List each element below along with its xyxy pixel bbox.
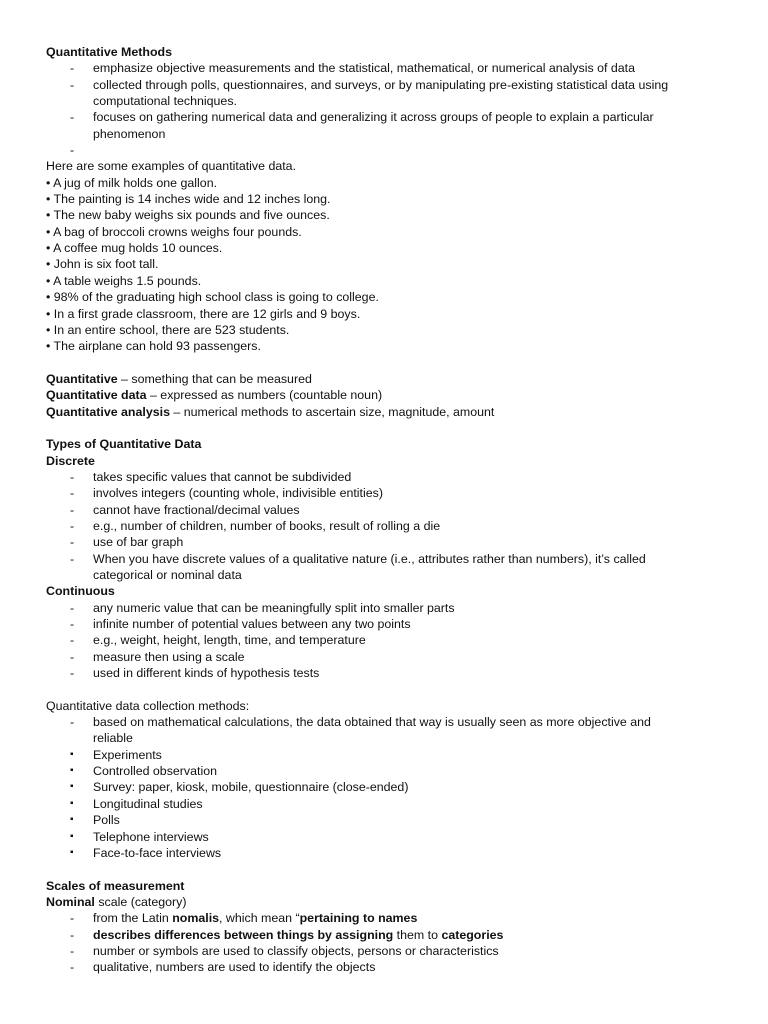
subheading-discrete: Discrete: [46, 453, 95, 468]
list-item: - from the Latin nomalis, which mean “pertaining to names: [70, 911, 418, 926]
section-title-types: Types of Quantitative Data: [46, 437, 202, 452]
definition-quantitative-data: Quantitative data – expressed as numbers (countable noun): [46, 388, 383, 403]
list-item: - e.g., number of children, number of books, result of rolling a die: [70, 518, 441, 533]
dash-icon: -: [70, 143, 75, 158]
list-item: - number or symbols are used to classify objects, persons or characteristics: [70, 943, 499, 958]
list-item: ▪ Longitudinal studies: [70, 796, 203, 811]
list-item: ▪ Experiments: [70, 747, 162, 762]
list-item: phenomenon: [93, 126, 166, 141]
list-item: • The painting is 14 inches wide and 12 inches long.: [46, 192, 331, 207]
list-item: ▪ Face-to-face interviews: [70, 845, 222, 860]
list-item: - emphasize objective measurements and the statistical, mathematical, or numerical analysis of data: [70, 61, 636, 76]
list-item: • A jug of milk holds one gallon.: [46, 175, 218, 190]
list-item: - cannot have fractional/decimal values: [70, 502, 300, 517]
square-bullet-icon: ▪: [70, 797, 74, 809]
dash-icon: -: [70, 960, 75, 975]
collection-intro: Quantitative data collection methods:: [46, 698, 250, 713]
list-item: - e.g., weight, height, length, time, and temperature: [70, 633, 366, 648]
square-bullet-icon: ▪: [70, 765, 74, 777]
dash-icon: -: [70, 927, 75, 942]
dash-icon: -: [70, 77, 75, 92]
dash-icon: -: [70, 715, 75, 730]
dash-icon: -: [70, 551, 75, 566]
list-item: categorical or nominal data: [93, 568, 242, 582]
dash-icon: -: [70, 617, 75, 632]
list-item: - describes differences between things by assigning them to categories: [70, 927, 504, 942]
examples-list: [46, 175, 726, 355]
dash-icon: -: [70, 110, 75, 125]
list-item: - use of bar graph: [70, 535, 184, 550]
list-item: • John is six foot tall.: [46, 257, 159, 272]
list-item: - qualitative, numbers are used to identify the objects: [70, 960, 376, 975]
examples-intro: Here are some examples of quantitative data.: [46, 159, 297, 174]
continuous-list: [46, 600, 726, 682]
list-item: • The new baby weighs six pounds and five ounces.: [46, 208, 330, 223]
definition-quantitative: Quantitative – something that can be measured: [46, 371, 312, 386]
dash-icon: -: [70, 943, 75, 958]
list-item: • The airplane can hold 93 passengers.: [46, 339, 261, 354]
list-item: reliable: [93, 731, 133, 746]
list-item: • 98% of the graduating high school class is going to college.: [46, 290, 379, 305]
list-item: • A table weighs 1.5 pounds.: [46, 273, 202, 288]
discrete-list: [46, 469, 726, 583]
list-item: ▪ Survey: paper, kiosk, mobile, questionnaire (close-ended): [70, 780, 409, 795]
list-item: - When you have discrete values of a qualitative nature (i.e., attributes rather than numbers), it’s called: [70, 551, 646, 566]
nominal-heading: Nominal scale (category): [46, 894, 187, 909]
list-item: • In a first grade classroom, there are 12 girls and 9 boys.: [46, 306, 361, 321]
list-item: computational techniques.: [93, 94, 237, 109]
collection-methods-list: [46, 747, 726, 861]
list-item: [46, 142, 726, 158]
list-item: - based on mathematical calculations, the data obtained that way is usually seen as more objective and: [70, 715, 651, 730]
dash-icon: -: [70, 633, 75, 648]
dash-icon: -: [70, 535, 75, 550]
list-item: - infinite number of potential values between any two points: [70, 617, 411, 632]
definition-quantitative-analysis: Quantitative analysis – numerical methods to ascertain size, magnitude, amount: [46, 404, 495, 419]
list-item: • A coffee mug holds 10 ounces.: [46, 241, 223, 256]
dash-icon: -: [70, 486, 75, 501]
list-item: - takes specific values that cannot be subdivided: [70, 469, 352, 484]
list-item: - collected through polls, questionnaires, and surveys, or by manipulating pre-existing statistical data using: [70, 77, 669, 92]
square-bullet-icon: ▪: [70, 830, 74, 842]
list-item: - focuses on gathering numerical data and generalizing it across groups of people to explain a particular: [70, 110, 654, 125]
document-page: [46, 44, 726, 976]
dash-icon: -: [70, 600, 75, 615]
list-item: - used in different kinds of hypothesis tests: [70, 666, 320, 681]
list-item: • In an entire school, there are 523 students.: [46, 322, 290, 337]
collection-dash-list: [46, 714, 726, 747]
square-bullet-icon: ▪: [70, 846, 74, 858]
dash-icon: -: [70, 649, 75, 664]
list-item: ▪ Controlled observation: [70, 764, 217, 779]
square-bullet-icon: ▪: [70, 814, 74, 826]
square-bullet-icon: ▪: [70, 748, 74, 760]
dash-icon: -: [70, 911, 75, 926]
section-title-scales: Scales of measurement: [46, 878, 185, 893]
subheading-continuous: Continuous: [46, 584, 115, 599]
dash-icon: -: [70, 518, 75, 533]
list-item: ▪ Polls: [70, 813, 120, 828]
dash-icon: -: [70, 61, 75, 76]
list-item: - measure then using a scale: [70, 649, 245, 664]
quantitative-methods-list: [46, 60, 726, 158]
list-item: ▪ Telephone interviews: [70, 829, 209, 844]
section-title-quantitative-methods: Quantitative Methods: [46, 45, 172, 59]
list-item: • A bag of broccoli crowns weighs four pounds.: [46, 224, 302, 239]
dash-icon: -: [70, 469, 75, 484]
dash-icon: -: [70, 502, 75, 517]
list-item: - any numeric value that can be meaningfully split into smaller parts: [70, 600, 455, 615]
dash-icon: -: [70, 666, 75, 681]
square-bullet-icon: ▪: [70, 781, 74, 793]
list-item: - involves integers (counting whole, indivisible entities): [70, 486, 383, 501]
